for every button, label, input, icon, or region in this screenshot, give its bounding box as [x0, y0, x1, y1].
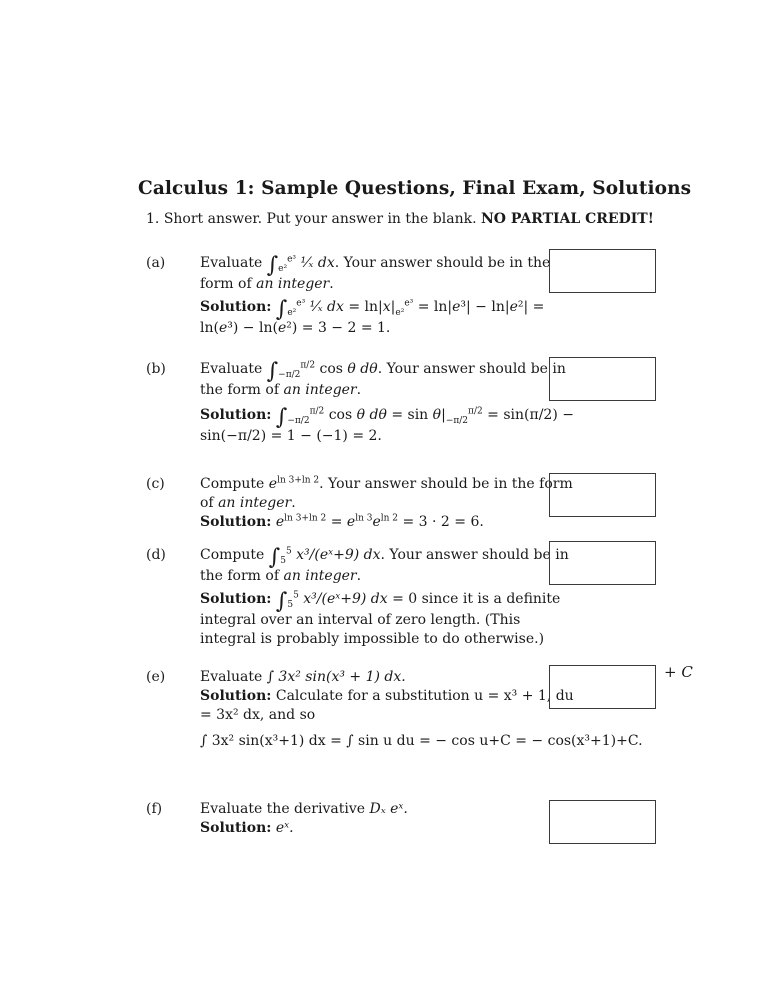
solution: Solution: $\int_{e^2}^{e^3}$ ¹⁄ₓ dx = $\ln|x|_{e^2}^{e^3} = \ln|e^3| - \ln|e^2| = \ln(e^3) - \ln(e^2) = 3 - 2 = 1$. — [200, 297, 545, 336]
question-prompt: Evaluate $\int_{-\pi/2}^{\pi/2}$ cos θ dθ. Your answer should be in the form of an integer. — [200, 359, 566, 398]
answer-box-a[interactable] — [549, 249, 656, 293]
question-prompt: Evaluate the derivative Dₓ eˣ. — [200, 801, 408, 817]
question-body — [200, 668, 580, 725]
question-body — [200, 254, 580, 338]
question-label: (d) — [146, 547, 166, 563]
question-label: (e) — [146, 669, 166, 685]
answer-box-b[interactable] — [549, 357, 656, 401]
intro-text: Short answer. Put your answer in the blank. — [163, 211, 477, 227]
solution: Solution: Calculate for a substitution u = x³ + 1, du = 3x² dx, and so — [200, 688, 574, 723]
answer-box-c[interactable] — [549, 473, 656, 517]
problem-intro — [146, 211, 654, 227]
integral-icon: ∫ — [266, 359, 279, 384]
solution-display-equation: ∫ 3x² sin(x³+1) dx = ∫ sin u du = − cos u+C = − cos(x³+1)+C. — [200, 733, 643, 749]
question-label: (f) — [146, 801, 163, 817]
question-prompt: Evaluate $\int_{e^2}^{e^3}$ ¹⁄ₓ dx. Your answer should be in the form of an integer. — [200, 253, 551, 292]
question-label: (b) — [146, 361, 166, 377]
question-prompt: Compute $\int_5^5$ x³/(eˣ+9) dx. Your answer should be in the form of an integer. — [200, 545, 569, 584]
question-body — [200, 546, 580, 649]
solution: Solution: eˣ. — [200, 820, 294, 836]
question-body — [200, 360, 580, 446]
problem-number: 1. — [146, 211, 160, 227]
question-prompt: Evaluate ∫ 3x² sin(x³ + 1) dx. — [200, 669, 406, 685]
intro-emphasis: NO PARTIAL CREDIT! — [480, 211, 654, 227]
question-label: (c) — [146, 476, 165, 492]
solution: Solution: $\int_{-\pi/2}^{\pi/2}$ cos θ $d\theta = \sin \theta|_{-\pi/2}^{\pi/2} = \sin(\pi/2) - \sin(-\pi/2) = 1 - (-1) = 2$. — [200, 405, 574, 444]
answer-box-f[interactable] — [549, 800, 656, 844]
solution: Solution: $e^{ln 3+ln 2} = e^{ln 3}e^{ln 2} = 3 \cdot 2 = 6$. — [200, 513, 484, 530]
answer-box-d[interactable] — [549, 541, 656, 585]
answer-box-e[interactable] — [549, 665, 656, 709]
plus-c-label: + C — [664, 663, 693, 681]
solution: Solution: $\int_5^5$ x³/(eˣ+9) dx = 0 since it is a definite integral over an interval of zero length. (This integral is probably impossible to do otherwise.) — [200, 589, 561, 647]
integral-icon: ∫ — [266, 253, 279, 278]
question-prompt: Compute $e^{ln 3+ln 2}$. Your answer should be in the form of an integer. — [200, 475, 573, 511]
question-body — [200, 800, 580, 838]
integral-icon: ∫ — [268, 545, 281, 570]
question-label: (a) — [146, 255, 166, 271]
page-title: Calculus 1: Sample Questions, Final Exam, Solutions — [138, 178, 692, 199]
question-body — [200, 475, 580, 532]
